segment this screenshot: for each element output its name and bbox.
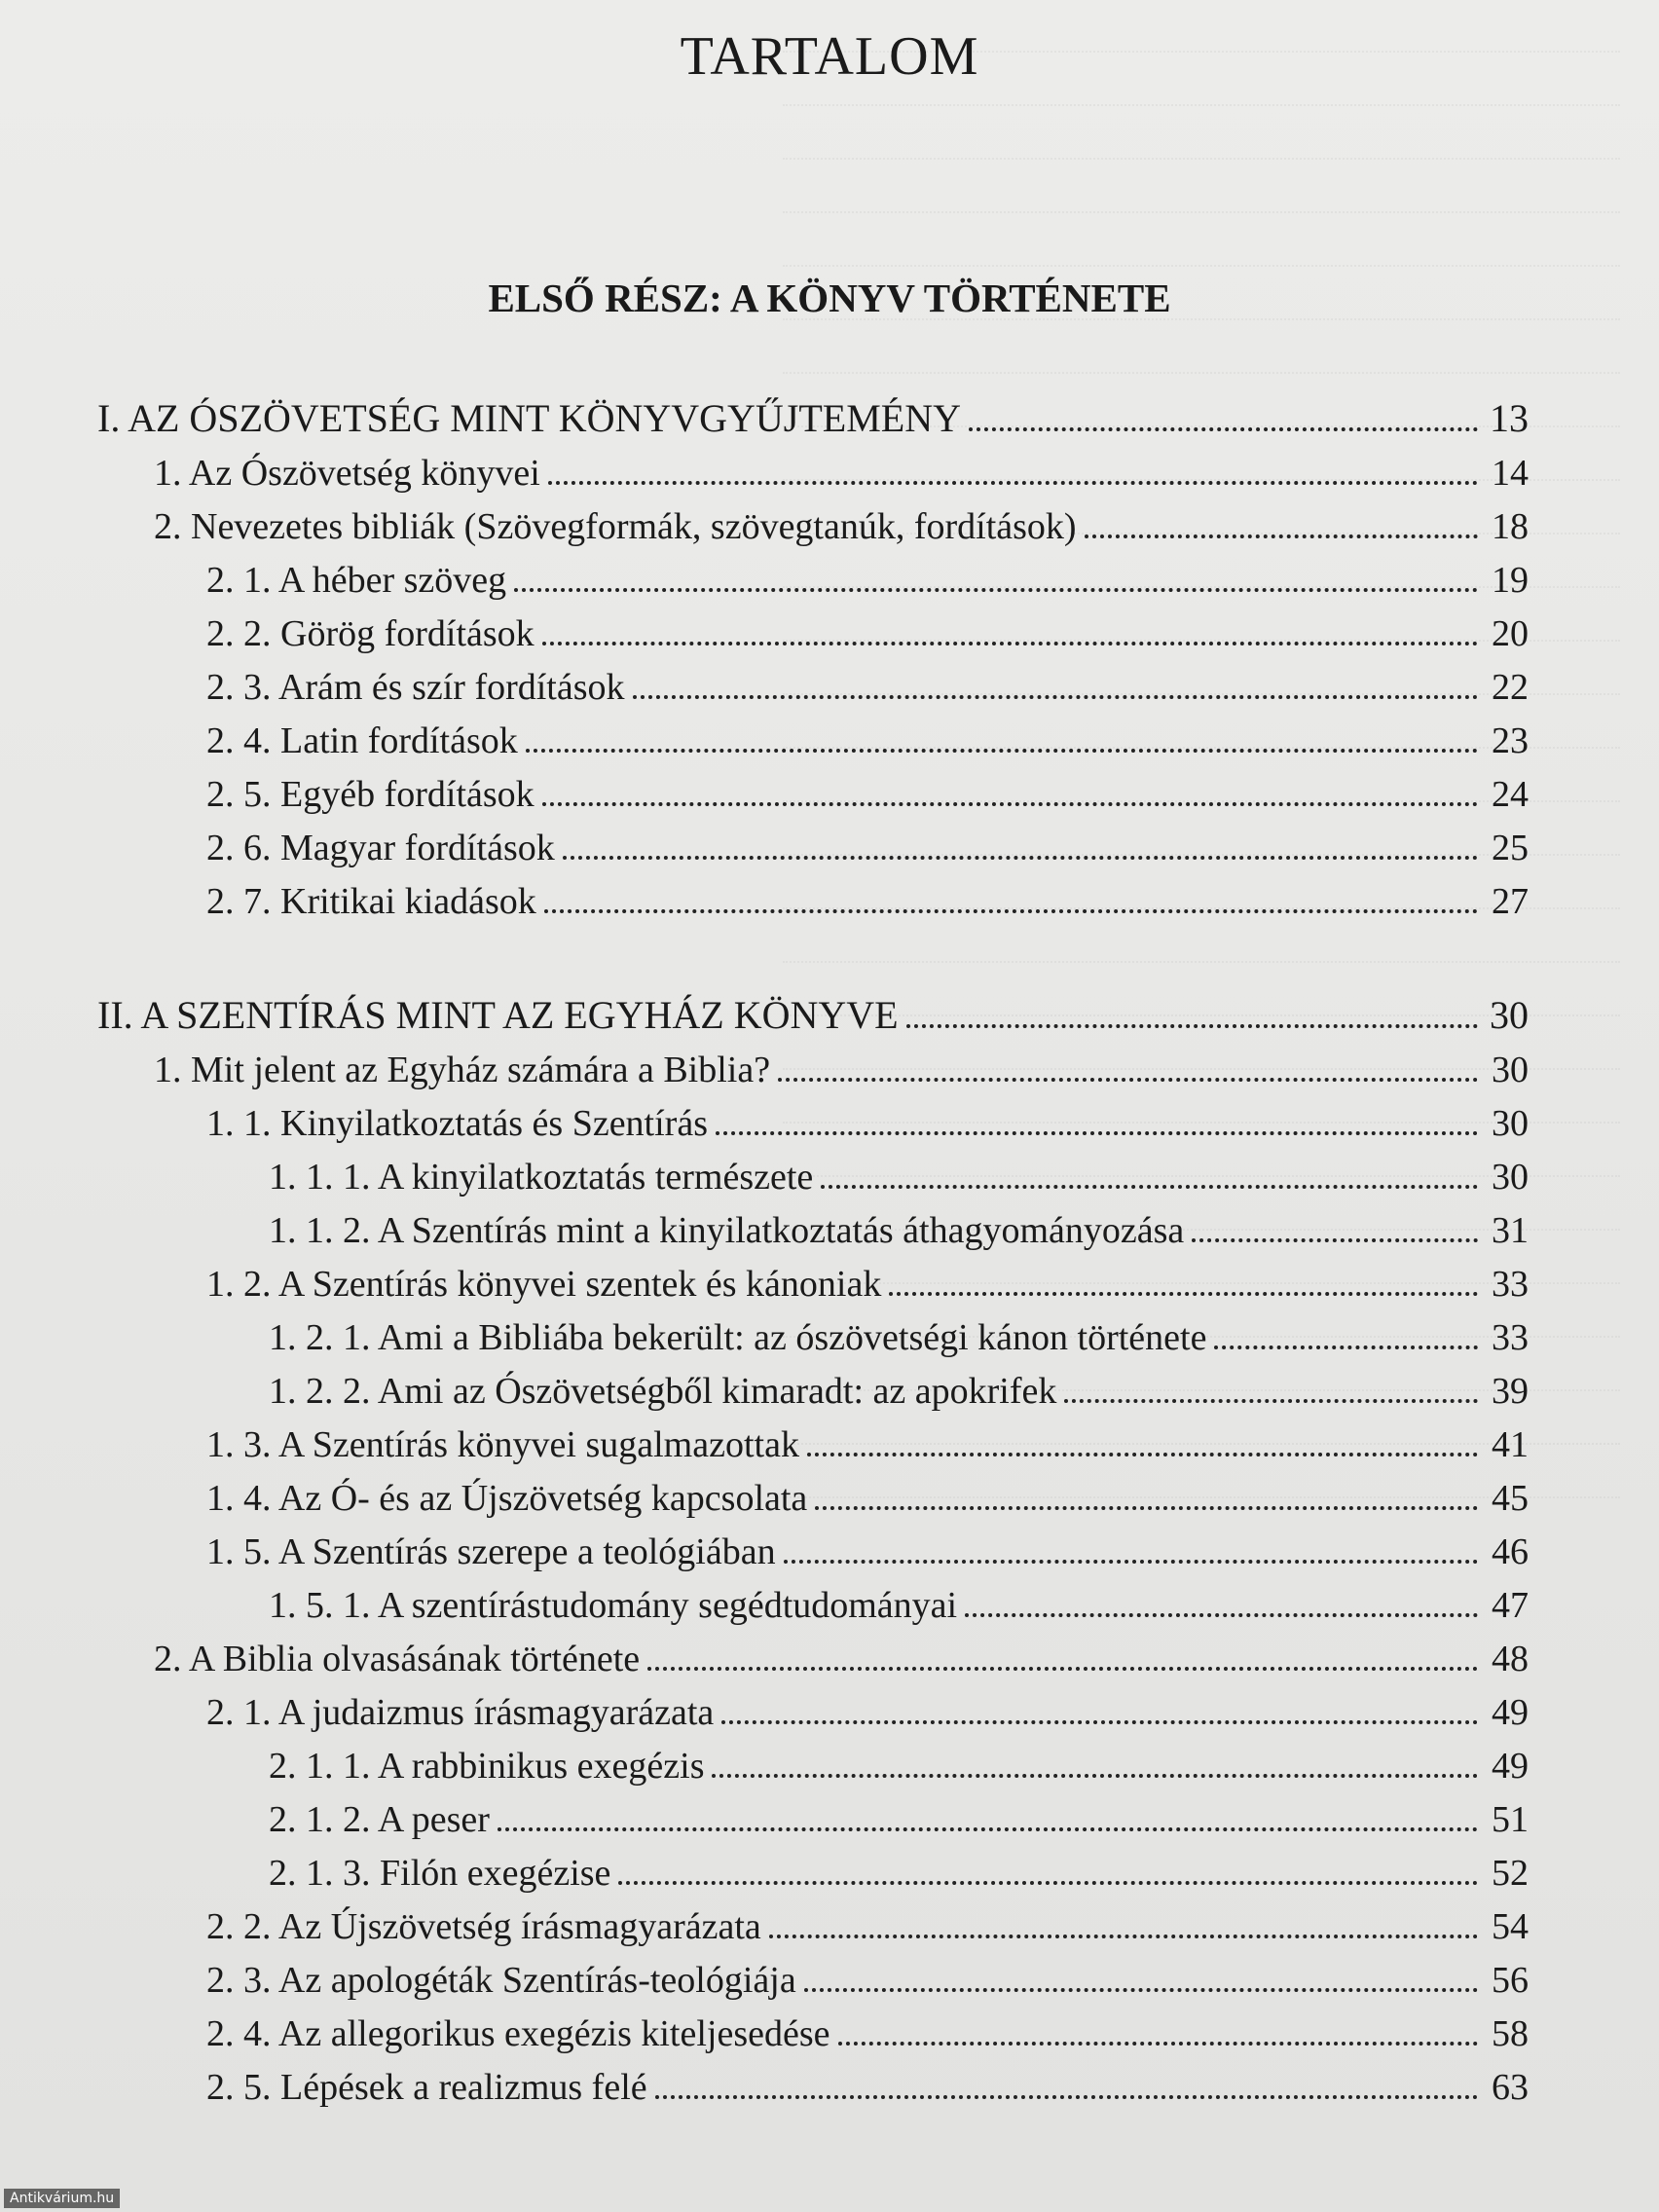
toc-page-number: 41 [1492,1424,1529,1465]
toc-page-number: 51 [1492,1799,1529,1840]
dot-leader [721,1687,1478,1724]
dot-leader [542,608,1478,645]
toc-entry-label: 2. 1. A héber szöveg [206,560,507,601]
toc-page-number: 45 [1492,1478,1529,1519]
toc-entry-label: 1. 2. A Szentírás könyvei szentek és kánoniak [206,1264,882,1305]
dot-leader [514,555,1478,592]
dot-leader [563,823,1478,860]
toc-entry-label: 2. Nevezetes bibliák (Szövegformák, szövegtanúk, fordítások) [154,506,1077,547]
toc-entry-label: 2. 1. 3. Filón exegézise [269,1853,611,1894]
dot-leader [965,1580,1478,1617]
dot-leader [647,1634,1478,1671]
watermark-label: Antikvárium.hu [4,2189,120,2208]
toc-entry [206,555,1529,602]
toc-page-number: 30 [1492,1050,1529,1090]
toc-entry [269,1848,1529,1895]
toc-entry [206,1955,1529,2002]
toc-page-number: 27 [1492,881,1529,922]
toc-entry-label: 2. 1. A judaizmus írásmagyarázata [206,1692,715,1733]
toc-entry-label: 1. 4. Az Ó- és az Újszövetség kapcsolata [206,1478,808,1519]
toc-page-number: 39 [1492,1371,1529,1412]
toc-entry-label: 2. 2. Görög fordítások [206,613,535,654]
part-heading: ELSŐ RÉSZ: A KÖNYV TÖRTÉNETE [488,276,1171,320]
dot-leader [633,662,1478,699]
toc-entry-label: 1. Az Ószövetség könyvei [154,453,540,494]
toc-entry [206,1098,1529,1145]
toc-entry-label: 2. 1. 1. A rabbinikus exegézis [269,1746,705,1787]
dot-leader [548,448,1478,485]
toc-entry [206,1527,1529,1573]
page-title: TARTALOM [680,26,979,87]
toc-entry-label: 1. 5. 1. A szentírástudomány segédtudományai [269,1585,958,1626]
toc-entry [269,1580,1529,1627]
dot-leader [784,1527,1478,1564]
toc-entry [206,1901,1529,1948]
dot-leader [838,2009,1478,2046]
dot-leader [618,1848,1478,1885]
toc-entry [269,1205,1529,1252]
toc-entry [206,1419,1529,1466]
toc-page-number: 58 [1492,2013,1529,2054]
toc-entry [206,1473,1529,1520]
toc-entry [154,448,1529,495]
dot-leader [1214,1312,1478,1349]
toc-page-number: 25 [1492,828,1529,868]
toc-page-number: 23 [1492,720,1529,761]
toc-entry [206,823,1529,869]
toc-entry [206,769,1529,816]
toc-page-number: 24 [1492,774,1529,815]
toc-entry [269,1794,1529,1841]
toc-entry [206,2009,1529,2055]
toc-entry [206,1259,1529,1306]
toc-entry [206,1687,1529,1734]
toc-page-number: 33 [1492,1264,1529,1305]
toc-entry-label: 1. 2. 1. Ami a Bibliába bekerült: az ószövetségi kánon története [269,1317,1207,1358]
toc-page-number: 63 [1492,2067,1529,2108]
dot-leader [778,1045,1478,1082]
toc-entry [206,662,1529,709]
toc-page-number: 30 [1490,993,1529,1037]
dot-leader [655,2062,1478,2099]
dot-leader [807,1419,1478,1456]
toc-page-number: 47 [1492,1585,1529,1626]
toc-entry [206,2062,1529,2109]
toc-entry [269,1741,1529,1788]
toc-page-number: 56 [1492,1960,1529,2001]
toc-page-number: 30 [1492,1157,1529,1198]
dot-leader [1064,1366,1478,1403]
dot-leader [1192,1205,1478,1242]
toc-entry [269,1152,1529,1198]
toc-entry-label: 2. 5. Egyéb fordítások [206,774,535,815]
toc-entry-label: II. A SZENTÍRÁS MINT AZ EGYHÁZ KÖNYVE [97,993,899,1037]
toc-page-number: 49 [1492,1746,1529,1787]
dot-leader [969,394,1478,431]
toc-entry [269,1366,1529,1413]
toc-page-number: 33 [1492,1317,1529,1358]
toc-page-number: 31 [1492,1210,1529,1251]
toc-page-number: 30 [1492,1103,1529,1144]
toc-entry [154,1045,1529,1091]
toc-page-number: 46 [1492,1531,1529,1572]
toc-entry-label: 1. Mit jelent az Egyház számára a Biblia? [154,1050,771,1090]
dot-leader [716,1098,1478,1135]
toc-entry-label: I. AZ ÓSZÖVETSÉG MINT KÖNYVGYŰJTEMÉNY [97,396,961,440]
toc-entry-label: 2. 4. Az allegorikus exegézis kiteljesedése [206,2013,830,2054]
dot-leader [769,1901,1478,1938]
dot-leader [804,1955,1478,1992]
toc-entry [206,876,1529,923]
toc-chapter [97,991,1529,1038]
toc-page-number: 20 [1492,613,1529,654]
dot-leader [544,876,1478,913]
dot-leader [542,769,1478,806]
toc-page-number: 49 [1492,1692,1529,1733]
dot-leader [712,1741,1478,1778]
toc-entry-label: 2. 3. Az apologéták Szentírás-teológiája [206,1960,796,2001]
toc-page-number: 54 [1492,1906,1529,1947]
toc-entry [154,501,1529,548]
toc-entry [269,1312,1529,1359]
dot-leader [821,1152,1478,1189]
toc-entry-label: 2. 7. Kritikai kiadások [206,881,536,922]
toc-entry-label: 2. 3. Arám és szír fordítások [206,667,625,708]
toc-entry-label: 1. 5. A Szentírás szerepe a teológiában [206,1531,776,1572]
toc-entry-label: 2. 6. Magyar fordítások [206,828,555,868]
toc-entry [206,608,1529,655]
toc-chapter [97,394,1529,441]
toc-entry [206,716,1529,762]
toc-entry-label: 2. 2. Az Újszövetség írásmagyarázata [206,1906,761,1947]
dot-leader [526,716,1478,753]
toc-entry-label: 2. 1. 2. A peser [269,1799,490,1840]
toc-page-number: 22 [1492,667,1529,708]
toc-entry-label: 2. A Biblia olvasásának története [154,1639,641,1679]
toc-page-number: 48 [1492,1639,1529,1679]
toc-entry-label: 2. 5. Lépések a realizmus felé [206,2067,647,2108]
toc-page-number: 19 [1492,560,1529,601]
dot-leader [1085,501,1478,538]
toc-page-number: 13 [1490,396,1529,440]
dot-leader [498,1794,1478,1831]
dot-leader [815,1473,1478,1510]
toc-entry-label: 2. 4. Latin fordítások [206,720,518,761]
toc-entry-label: 1. 1. Kinyilatkoztatás és Szentírás [206,1103,708,1144]
toc-entry-label: 1. 1. 2. A Szentírás mint a kinyilatkoztatás áthagyományozása [269,1210,1185,1251]
toc-entry-label: 1. 3. A Szentírás könyvei sugalmazottak [206,1424,799,1465]
toc-page-number: 18 [1492,506,1529,547]
dot-leader [906,991,1478,1028]
toc-page-number: 52 [1492,1853,1529,1894]
toc-entry-label: 1. 1. 1. A kinyilatkoztatás természete [269,1157,814,1198]
toc-entry [154,1634,1529,1680]
dot-leader [889,1259,1478,1296]
toc-entry-label: 1. 2. 2. Ami az Ószövetségből kimaradt: az apokrifek [269,1371,1057,1412]
toc-page-number: 14 [1492,453,1529,494]
